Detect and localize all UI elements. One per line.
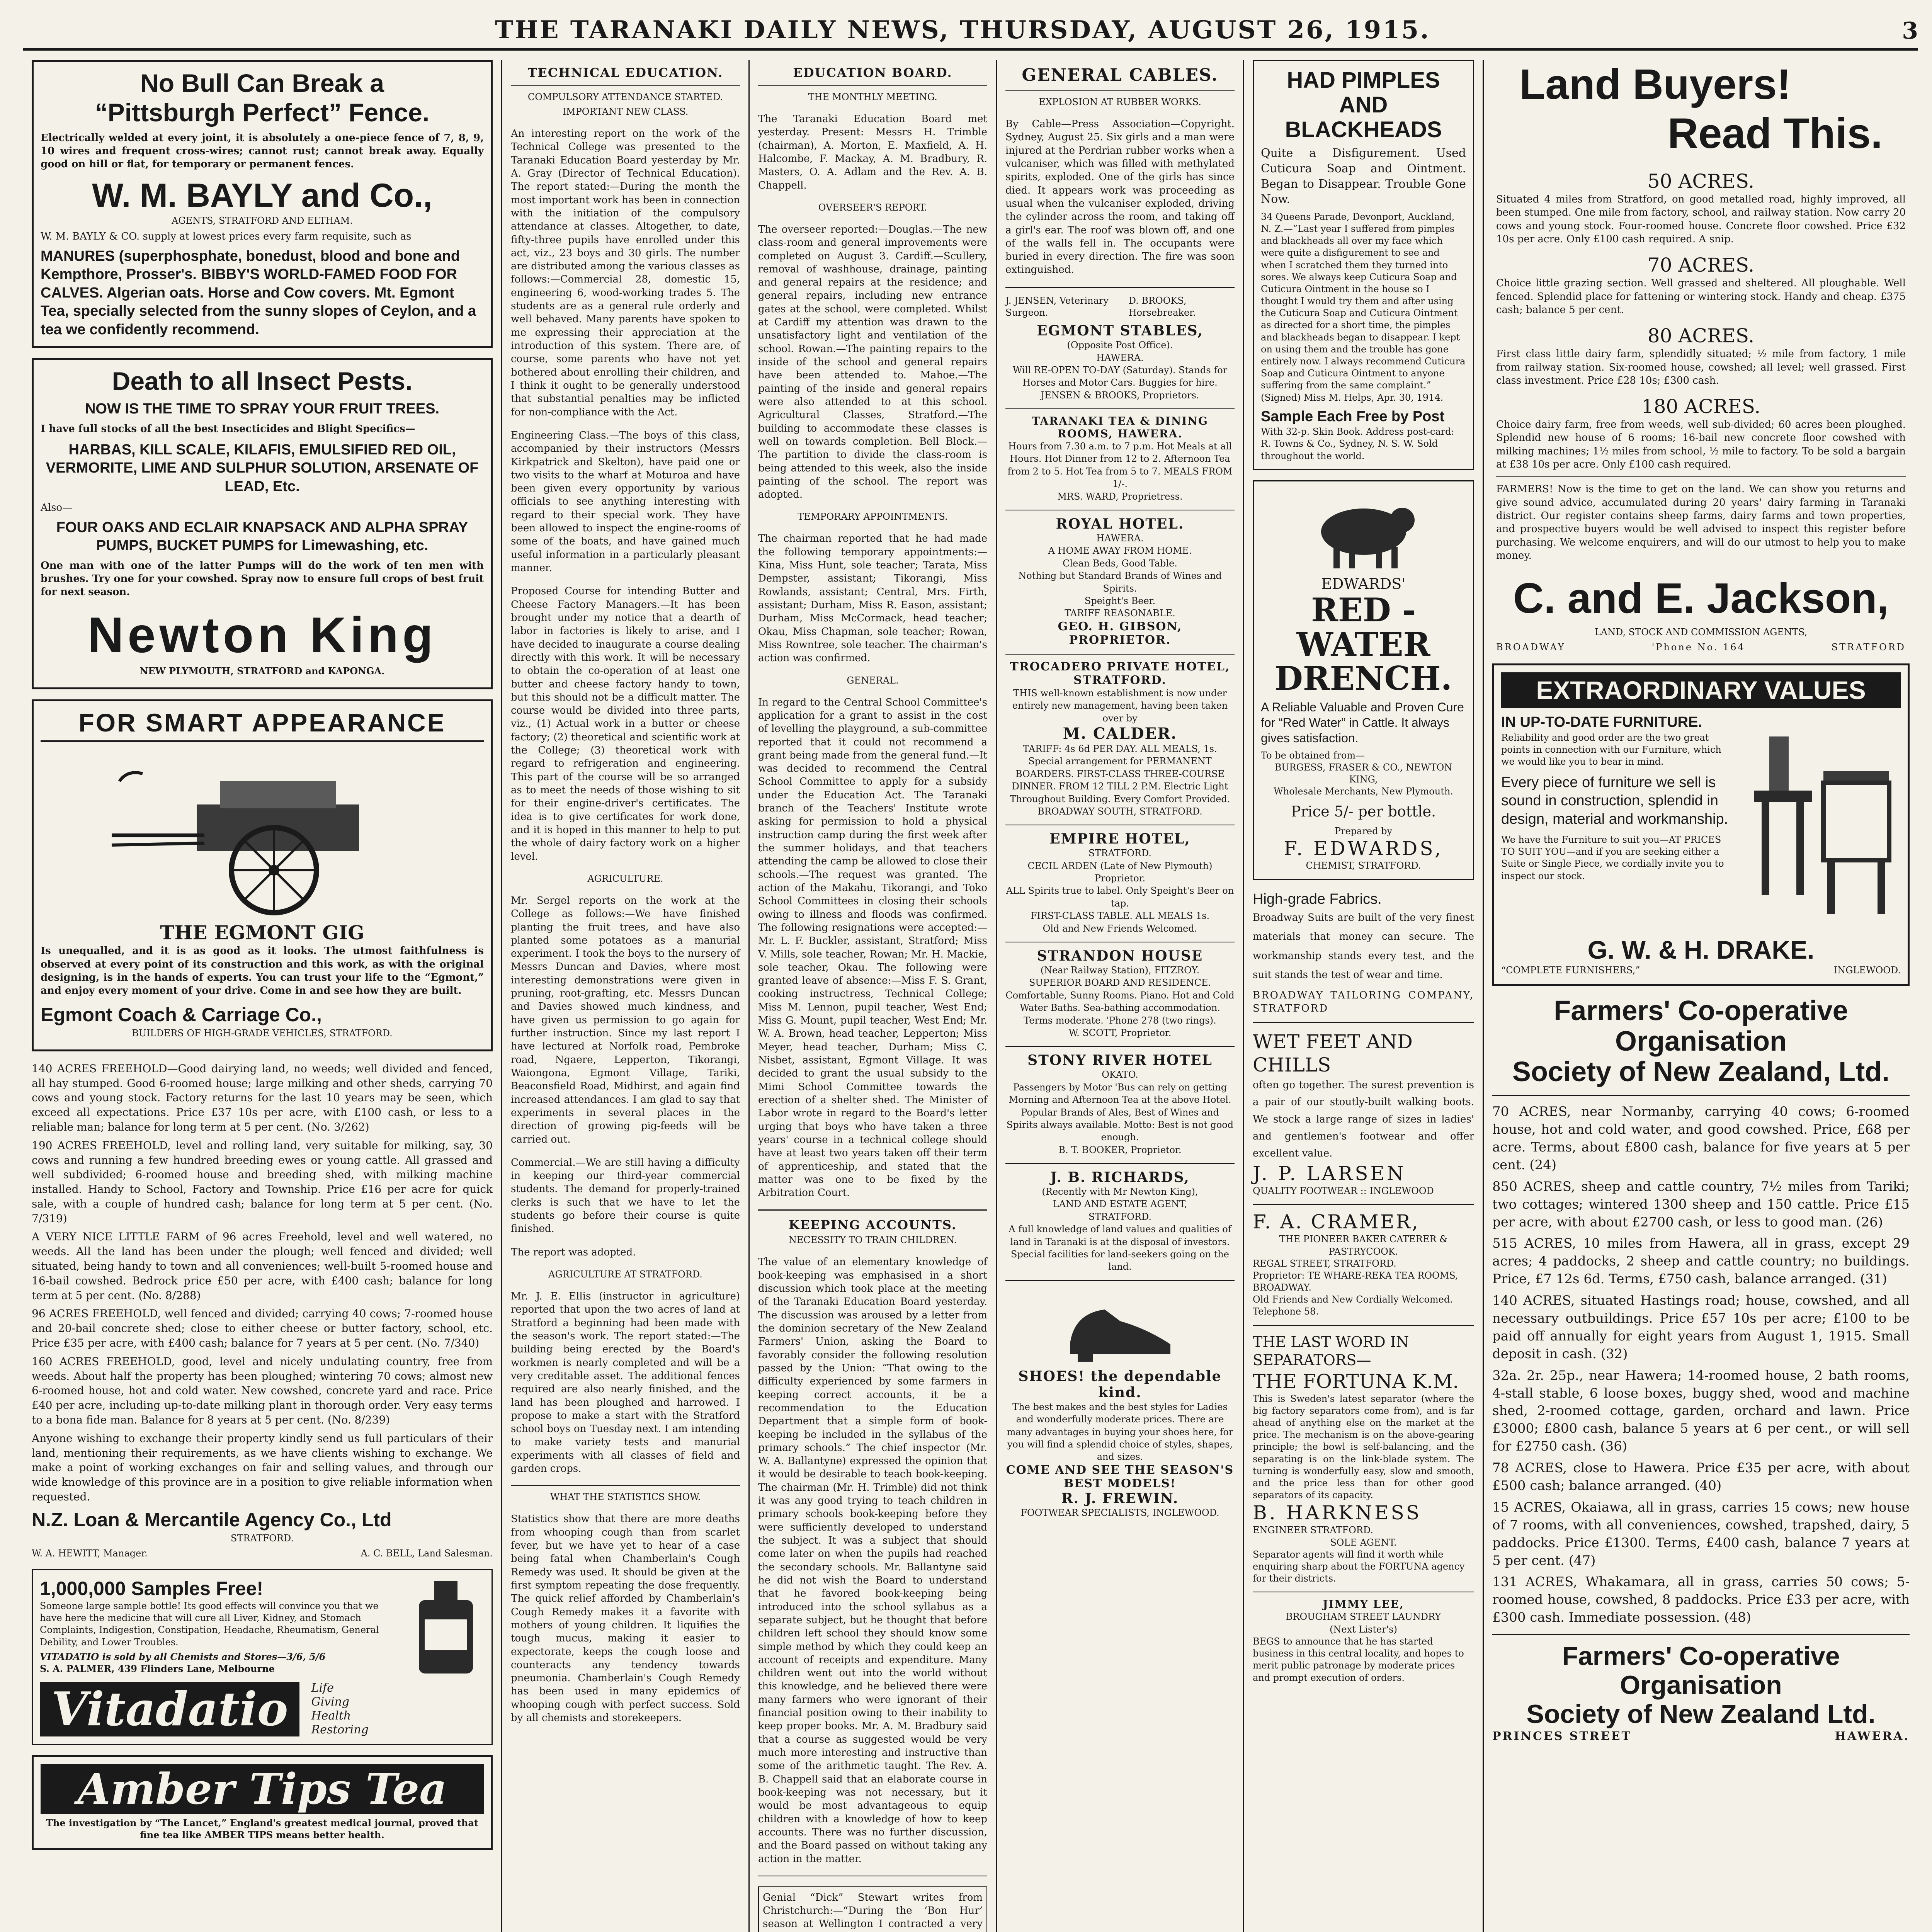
bayly-headline-1: No Bull Can Break a xyxy=(140,69,384,97)
loan-listing: A VERY NICE LITTLE FARM of 96 acres Freehold, level and well watered, no weeds. All the land has been under the plough; well fenced and divided; well situated, being handy to town and all conveniences; well-built 5-roomed house and 16-bail cowshed. Bedrock price £50 per acre, with £400 cash; balance for long term at 5 per cent. (No. 8/288) xyxy=(32,1230,493,1302)
jimmy-firm: JIMMY LEE, xyxy=(1323,1598,1404,1611)
empire-line: Old and New Friends Welcomed. xyxy=(1043,923,1197,934)
drench-agents-2: Wholesale Merchants, New Plymouth. xyxy=(1274,786,1453,797)
bayly-manures: MANURES (superphosphate, bonedust, blood and bone and Kempthore, Prosser's. BIBBY'S WORLD-FAMED FOOD FOR CALVES. Algerian oats. Horse and Cow covers. Mt. Egmont Tea, specially selected from the sunny slopes of Ceylon, and a tea we confidently recommend. xyxy=(41,248,476,338)
jackson-headline-1: Land Buyers! xyxy=(1519,61,1791,108)
richards-line: STRATFORD. xyxy=(1088,1211,1151,1222)
royal-name: ROYAL HOTEL. xyxy=(1056,516,1184,532)
board-paragraph: The overseer reported:—Douglas.—The new class-room and general improvements were completed on August 3. Cardiff.—Scullery, removal of washhouse, drainage, painting and general repairs at the residence; and general repairs, including new entrance gates at the school, were completed. Whilst at Cardiff my attention was drawn to the unsatisfactory light and ventilation of the school. Rowan.—The painting repairs to the inside of the school and general repairs have been attended to. Mahoe.—The painting of the inside and general repairs were also attended to at this school. Agricultural Classes, Stratford.—The building to accommodate these classes is well on towards completion. Bell Block.—The partition to divide the class-room is being attended to this week, also the inside painting of the school. The report was adopted. xyxy=(758,223,987,501)
jackson-address xyxy=(1496,641,1906,653)
royal-line: TARIFF REASONABLE. xyxy=(1065,608,1175,619)
board-overseer-heading: OVERSEER'S REPORT. xyxy=(818,202,927,213)
tea-name: TARANAKI TEA & DINING ROOMS, HAWERA. xyxy=(1032,415,1208,440)
jackson-headline-2: Read This. xyxy=(1667,110,1883,157)
fortuna-ad xyxy=(1253,1333,1474,1585)
brooks: D. BROOKS, Horsebreaker. xyxy=(1128,295,1196,318)
egmont-gig-name: THE EGMONT GIG xyxy=(160,921,364,944)
cuticura-ad xyxy=(1253,60,1474,470)
jackson-lot-text: First class little dairy farm, splendidly situated; ½ mile from factory, 1 mile from railway station. Six-roomed house, cowshed; all level; well grassed. First class investment. Price £28 10s; £300 cash. xyxy=(1496,348,1906,386)
stables-name: EGMONT STABLES, xyxy=(1037,323,1203,339)
cramer-line: Proprietor: TE WHARE-REKA TEA ROOMS, BROADWAY. xyxy=(1253,1270,1458,1293)
column-4 xyxy=(997,60,1244,1932)
richards-line: LAND AND ESTATE AGENT, xyxy=(1053,1199,1187,1210)
keeping-paragraph: The value of an elementary knowledge of book-keeping was emphasised in a short discussion which took place at the meeting of the Taranaki Education Board yesterday. The discussion was aroused by a letter from the dominion secretary of the New Zealand Farmers' Union, asking the Board to favorably consider the following resolution passed by the Union: “That owing to the difficulty experienced by some farmers in keeping correct accounts, it be a recommendation to the Education Department that a simple form of book-keeping be included in the syllabus of the primary schools.” The chief inspector (Mr. W. A. Ballantyne) expressed the opinion that it would be desirable to teach book-keeping. The chairman (Mr. H. Trimble) did not think it was any good trying to teach children in primary schools book-keeping before they were sufficiently developed to understand the subject. It was a subject that should come later on when the pupils had reached the secondary schools. Mr. Ballantyne said he did not wish the Board to understand that he favored book-keeping being introduced into the school syllabus as a separate subject, but he thought that before children left school they should know some simple method by which they could keep an account of receipts and expenditure. Many children went out into the world without this knowledge, and he believed there were many farmers who were ignorant of their financial position owing to their inability to keep proper books. Mr. A. M. Bradbury said that a course as suggested would be very much more interesting and instructive than some of the arithmetic taught. The Rev. A. B. Chappell said that an elaborate course in book-keeping was not necessary, but it would be most advantageous to equip children with a knowledge of how to keep accounts. There was no further discussion, and the Board passed on without taking any action in the matter. xyxy=(758,1256,987,1865)
jimmy-text: BEGS to announce that he has started business in this central locality, and hopes to merit public patronage by moderate prices and prompt execution of orders. xyxy=(1253,1636,1464,1683)
jensen-brooks xyxy=(1005,295,1235,319)
loan-agency-ad xyxy=(32,1061,493,1560)
royal-line: A HOME AWAY FROM HOME. xyxy=(1048,545,1192,556)
jackson-lot-acres: 50 ACRES. xyxy=(1647,170,1755,192)
egmont-builders: BUILDERS OF HIGH-GRADE VEHICLES, STRATFORD. xyxy=(132,1027,393,1039)
farmers-listing: 70 ACRES, near Normanby, carrying 40 cows; 6-roomed house, hot and cold water, and good cowshed. Price, £68 per acre. Terms, about £800 cash, balance for five years at 5 per cent. (24) xyxy=(1492,1104,1910,1173)
cramer-ad xyxy=(1253,1210,1474,1318)
royal-proprietor: GEO. H. GIBSON, PROPRIETOR. xyxy=(1058,619,1182,647)
stables-line: (Opposite Post Office). xyxy=(1067,340,1173,351)
vitadatio-tag: Restoring xyxy=(311,1723,369,1737)
drench-edwards: EDWARDS' xyxy=(1321,575,1406,592)
amber-tips-ad xyxy=(32,1755,493,1850)
drake-firm: G. W. & H. DRAKE. xyxy=(1587,935,1815,964)
stony-name: STONY RIVER HOTEL xyxy=(1027,1052,1213,1069)
egmont-gig-ad xyxy=(32,699,493,1051)
loan-manager: W. A. HEWITT, Manager. xyxy=(32,1548,148,1559)
farmers-footer-2: Society of New Zealand Ltd. xyxy=(1526,1699,1876,1729)
cramer-line: REGAL STREET, STRATFORD. xyxy=(1253,1258,1396,1269)
tech-paragraph: Commercial.—We are still having a difficulty in keeping our third-year commercial students. The demand for properly-trained clerks is such that we have to let the students go before their course is quite finished. xyxy=(511,1156,740,1235)
loan-listing: 190 ACRES FREEHOLD, level and rolling land, very suitable for milking, say, 30 cows and running a few hundred breeding ewes or young cattle. All grassed and well subdivided; 6-roomed house and breeding shed, with milking machine installed. Handy to School, Factory and Township. Price £16 per acre for quick sale, with a couple of hundred cash; balance for long term at 5 per cent. (No. 7/319) xyxy=(32,1139,493,1225)
jackson-lot-acres: 180 ACRES. xyxy=(1641,395,1761,418)
cuticura-free2: With 32-p. Skin Book. Address post-card: R. Towns & Co., Sydney, N. S. W. Sold throughout the world. xyxy=(1261,426,1454,461)
drench-firm: F. EDWARDS, xyxy=(1284,837,1443,860)
tea-line: Hours from 7.30 a.m. to 7 p.m. Hot Meals at all Hours. Hot Dinner from 12 to 2. Afternoon Tea from 2 to 5. Hot Tea from 5 to 7. MEALS FROM 1/-. xyxy=(1007,441,1233,490)
board-general-heading: GENERAL. xyxy=(847,675,899,686)
vitadatio-tag: Giving xyxy=(311,1695,350,1709)
vitadatio-price: VITADATIO is sold by all Chemists and Stores—3/6, 5/6 xyxy=(40,1651,326,1662)
royal-line: Nothing but Standard Brands of Wines and Spirits. xyxy=(1018,570,1222,594)
bayly-agents: AGENTS, STRATFORD AND ELTHAM. xyxy=(172,215,353,226)
richards-name: J. B. RICHARDS, xyxy=(1050,1169,1190,1186)
jackson-lot-text: Situated 4 miles from Stratford, on good metalled road, highly improved, all been stumped. One mile from factory, school, and railway station. Now carry 20 cows and young stock. Four-roomed house. Concrete floor cowshed. Price £32 10s per acre. Only £100 cash required. A snip. xyxy=(1496,194,1906,245)
fortuna-headline-2: THE FORTUNA K.M. xyxy=(1253,1370,1459,1393)
cables-paragraph: By Cable—Press Association—Copyright. Sydney, August 25. Six girls and a man were injured at the Perdrian rubber works when a vulcaniser, which was filled with methylated spirits, exploded. One of the girls has since died. It appears work was proceeding as usual when the vulcaniser exploded, driving the cylinder across the room, and taking off a girl's ear. The roof was blown off, and one of the walls fell in. The occupants were buried in every direction. The fire was soon extinguished. xyxy=(1005,118,1235,276)
fortuna-text: This is Sweden's latest separator (where the big factory separators come from), and is far ahead of anything else on the market at the price. The mechanism is on the above-gearing principle; the bowl is self-balancing, and the separating is on the link-blade system. The turning is wonderfully easy, slow and smooth, and the price less than for other good separators of its capacity. xyxy=(1253,1393,1474,1501)
bayly-headline-2: “Pittsburgh Perfect” Fence. xyxy=(95,98,430,127)
jackson-lot-text: Choice dairy farm, free from weeds, well sub-divided; 60 acres been ploughed. Splendid new house of 6 rooms; 16-bail new concrete floor cowshed with milking machines; 1½ miles from school, ½ mile to factory. To be sold a bargain at £38 10s per acre. Only £100 cash required. xyxy=(1496,419,1906,471)
fabrics-firm: BROADWAY TAILORING COMPANY, STRATFORD xyxy=(1253,989,1474,1014)
cramer-line: Telephone 58. xyxy=(1253,1306,1319,1317)
richards-card xyxy=(1005,1169,1235,1273)
keeping-sub: NECESSITY TO TRAIN CHILDREN. xyxy=(788,1235,957,1246)
fortuna-firm-3: SOLE AGENT. xyxy=(1330,1537,1397,1548)
newton-towns: NEW PLYMOUTH, STRATFORD and KAPONGA. xyxy=(139,665,385,677)
troc-line: BROADWAY SOUTH, STRATFORD. xyxy=(1037,806,1202,817)
cuticura-headline: HAD PIMPLES AND BLACKHEADS xyxy=(1285,68,1442,142)
loan-listing: 160 ACRES FREEHOLD, good, level and nicely undulating country, free from weeds. About half the property has been ploughed; wintering 70 cows; almost new 6-roomed house, hot and cold water. New cowshed, concrete yard and race. Price £40 per acre, including up-to-date milking plant in thorough order. Very easy terms to a bona fide man. Balance for 8 years at 5 per cent. (No. 8/239) xyxy=(32,1355,493,1427)
farmers-footer-1: Farmers' Co-operative Organisation xyxy=(1562,1641,1840,1700)
stables-line: HAWERA. xyxy=(1096,352,1144,363)
drench-prep: Prepared by xyxy=(1334,826,1393,837)
drench-headline-1: RED - WATER xyxy=(1296,591,1430,663)
cuticura-sub: Quite a Disfigurement. Used Cuticura Soap and Ointment. Began to Disappear. Trouble Gone Now. xyxy=(1261,146,1466,206)
strandon-card xyxy=(1005,948,1235,1039)
drake-tag: “COMPLETE FURNISHERS,” xyxy=(1501,965,1640,976)
fluenzol-paragraph: Genial “Dick” Stewart writes from Christchurch:—“During the ‘Bon Hur’ season at Wellington I contracted a very xyxy=(758,1886,987,1932)
farmers-listing: 32a. 2r. 25p., near Hawera; 14-roomed house, 2 bath rooms, 4-stall stable, 6 loose boxes, buggy shed, wood and machine shed, 2-roomed cottage, garden, orchard and lawn. Price £3000; £800 cash, balance 5 years at 6 per cent., or will sell for £2750 cash. (36) xyxy=(1492,1367,1910,1454)
tech-sub2: IMPORTANT NEW CLASS. xyxy=(562,106,689,117)
drake-headline: EXTRAORDINARY VALUES xyxy=(1501,672,1901,708)
farmers-listing: 78 ACRES, close to Hawera. Price £35 per acre, with about £500 cash; balance arranged. (40) xyxy=(1492,1460,1910,1493)
wetfeet-text: often go together. The surest prevention is a pair of our stoutly-built walking boots. We stock a large range of sizes in ladies' and gentlemen's footwear and offer excellent value. xyxy=(1253,1079,1474,1159)
stables-line: JENSEN & BROOKS, Proprietors. xyxy=(1041,389,1199,401)
drench-headline-2: DRENCH. xyxy=(1275,659,1452,697)
cuticura-free: Sample Each Free by Post xyxy=(1261,408,1445,425)
stats-heading: WHAT THE STATISTICS SHOW. xyxy=(550,1492,701,1503)
newton-king-ad xyxy=(32,358,493,689)
farmers-headline-1: Farmers' Co-operative Organisation xyxy=(1554,995,1848,1057)
tech-paragraph: Mr. J. E. Ellis (instructor in agriculture) reported that upon the two acres of land at Stratford a beginning had been made with the season's work. The report stated:—The building being erected by the Board's workmen is nearly completed and will be a very creditable asset. The additional fences required are also nearly finished, and the land has been ploughed and harrowed. I propose to make a start with the Stratford school boys on Tuesday next. I am intending to make variety tests and manurial experiments with all classes of field and garden crops. xyxy=(511,1291,740,1475)
column-6 xyxy=(1484,60,1918,1932)
stony-line: OKATO. xyxy=(1102,1069,1138,1080)
amber-brand: Amber Tips Tea xyxy=(41,1764,484,1814)
tea-line: MRS. WARD, Proprietress. xyxy=(1057,491,1183,502)
vitadatio-ad xyxy=(32,1569,493,1745)
bayly-firm: W. M. BAYLY and Co., xyxy=(92,177,432,214)
cramer-line: Old Friends and New Cordially Welcomed. xyxy=(1253,1294,1453,1305)
farmers-listing: 515 ACRES, 10 miles from Hawera, all in grass, except 29 acres; 4 paddocks, 2 sheep and cattle country; no buildings. Price, £7 12s 6d. Terms, £750 cash, balance arranged. (31) xyxy=(1492,1236,1910,1287)
loan-listing: 96 ACRES FREEHOLD, well fenced and divided; carrying 40 cows; 7-roomed house and 20-bail concrete shed; close to either cheese or butter factory, school, etc. Price £35 per acre, with £400 cash; balance for 7 years at 5 per cent. (No. 7/340) xyxy=(32,1307,493,1350)
tech-heading: TECHNICAL EDUCATION. xyxy=(527,65,723,80)
board-temp-heading: TEMPORARY APPOINTMENTS. xyxy=(798,511,948,522)
jackson-town: STRATFORD xyxy=(1831,642,1906,653)
fortuna-text-2: Separator agents will find it worth while enquiring sharp about the FORTUNA agency for their districts. xyxy=(1253,1549,1465,1584)
vitadatio-text: Someone large sample bottle! Its good effects will convince you that we have here the medicine that will cure all Liver, Kidney, and Stomach Complaints, Indigestion, Constipation, Headache, Rheumatism, General Debility, and Lower Troubles. xyxy=(40,1600,379,1648)
jimmy-lee-ad xyxy=(1253,1598,1474,1684)
drake-sub: IN UP-TO-DATE FURNITURE. xyxy=(1501,714,1702,731)
newton-also: Also— xyxy=(41,502,73,514)
vitadatio-tag: Life xyxy=(311,1681,334,1695)
bayly-intro: Electrically welded at every joint, it is absolutely a one-piece fence of 7, 8, 9, 10 wires and frequent cross-wires; cannot rust; cannot break away. Equally good on hill or flat, for temporary or permanent fences. xyxy=(41,132,484,170)
jackson-lot-text: Choice little grazing section. Well grassed and sheltered. All ploughable. Well fenced. Splendid place for fattening or wintering stock. Handy and cheap. £375 cash; balance 5 per cent. xyxy=(1496,277,1906,316)
frewin-line: The best makes and the best styles for Ladies and wonderfully moderate prices. There are many advantages in buying your shoes here, for you will find a splendid choice of styles, shapes, and sizes. xyxy=(1007,1401,1233,1463)
loan-note: Anyone wishing to exchange their property kindly send us full particulars of their land, mentioning their requirements, as we have clients wishing to exchange. We make a point of working exchanges on fair and selling values, and through our wide knowledge of this province are in a position to give reliable information when requested. xyxy=(32,1432,493,1503)
loan-staff xyxy=(32,1548,493,1560)
bottle-illustration xyxy=(407,1577,485,1677)
farmers-listing: 850 ACRES, sheep and cattle country, 7½ miles from Tariki; two cottages; wintered 1300 sheep and 150 cattle. Price £15 per acre, with about £2700 cash, or less to good man. (26) xyxy=(1492,1179,1910,1230)
empire-line: ALL Spirits true to label. Only Speight's Beer on tap. xyxy=(1006,885,1234,909)
frewin-cta: COME AND SEE THE SEASON'S BEST MODELS! xyxy=(1006,1463,1234,1490)
drake-text-2: Every piece of furniture we sell is sound in construction, splendid in design, material and workmanship. xyxy=(1501,774,1728,827)
tech-paragraph: Mr. Sergel reports on the work at the College as follows:—We have finished planting the fruit trees, and have also planted some potatoes as a manurial experiment. I took the boys to the nursery of Messrs Duncan and Davies, where most interesting demonstrations were given in pruning, root-grafting, etc. Messrs Duncan and Davies showed much kindness, and have given us permission to go again for further instruction. Since my last report I have lectured at Norfolk road, Pembroke road, Ngaere, Lepperton, Tikorangi, Waiongona, Egmont Village, Tariki, Beaconsfield Road, Midhirst, and again find increased attendances. I am glad to say that experiments in several places in the direction of growing pig-feeds will be carried out. xyxy=(511,895,740,1145)
board-sub: THE MONTHLY MEETING. xyxy=(808,92,937,102)
richards-line: A full knowledge of land values and qualities of land in Taranaki is at the disposal of investors. Special facilities for land-seekers going on the land. xyxy=(1009,1224,1231,1272)
cables-sub: EXPLOSION AT RUBBER WORKS. xyxy=(1039,97,1201,107)
cuticura-text: 34 Queens Parade, Devonport, Auckland, N. Z.—“Last year I suffered from pimples and blackheads all over my face which were quite a disfigurement to see and when I scratched them they turned into sores. We always keep Cuticura Soap and Cuticura Ointment in the house so I thought I would try them and after using the Cuticura Soap and Cuticura Ointment as directed for a short time, the pimples and blackheads began to disappear. I kept on using them and the trouble has gone entirely now. I always recommend Cuticura Soap and Cuticura Ointment to anyone suffering from the same complaint.” (Signed) Miss M. Helps, Apr. 30, 1914. xyxy=(1261,211,1466,403)
troc-line: TARIFF: 4s 6d PER DAY. ALL MEALS, 1s. Special arrangement for PERMANENT BOARDERS. FIRST-CLASS THREE-COURSE DINNER. FROM 12 TILL 2 P.M. Electric Light Throughout Building. Every Comfort Provided. xyxy=(1010,743,1230,804)
drake-town: INGLEWOOD. xyxy=(1833,965,1901,976)
jackson-lot-acres: 80 ACRES. xyxy=(1647,325,1755,347)
loan-salesman: A. C. BELL, Land Salesman. xyxy=(361,1548,493,1559)
tech-sub: COMPULSORY ATTENDANCE STARTED. xyxy=(527,92,723,102)
drench-tagline: A Reliable Valuable and Proven Cure for “Red Water” in Cattle. It always gives satisfaction. xyxy=(1261,700,1464,745)
jackson-lot-acres: 70 ACRES. xyxy=(1647,254,1755,277)
drench-obtain: To be obtained from— xyxy=(1261,750,1365,761)
empire-hotel-card xyxy=(1005,831,1235,935)
drake-text-3: We have the Furniture to suit you—AT PRICES TO SUIT YOU—and if you are seeking either a Suite or Single Piece, we cordially invite you to inspect our stock. xyxy=(1501,834,1724,881)
column-1 xyxy=(23,60,502,1932)
frewin-card xyxy=(1005,1286,1235,1519)
drake-text: Reliability and good order are the two great points in connection with our Furniture, which we would like you to bear in mind. xyxy=(1501,732,1721,767)
farmers-listing: 15 ACRES, Okaiawa, all in grass, carries 15 cows; new house of 7 rooms, with all conveniences, cowshed, trapshed, dairy, 5 paddocks. Price £1300. Terms, £400 cash, balance 7 years at 5 per cent. (47) xyxy=(1492,1499,1910,1568)
larsen-ad xyxy=(1253,1030,1474,1197)
jackson-street: BROADWAY xyxy=(1496,642,1566,653)
royal-hotel-card xyxy=(1005,516,1235,647)
farmers-listing: 131 ACRES, Whakamara, all in grass, carries 50 cows; 5-roomed house, cowshed, 8 paddocks. Price £33 per acre, with £300 cash. Immediate possession. (48) xyxy=(1492,1574,1910,1626)
loan-town: STRATFORD. xyxy=(231,1532,294,1544)
tech-paragraph: An interesting report on the work of the Technical College was presented to the Taranaki Education Board yesterday by Mr. A. Gray (Director of Technical Education). The report stated:—During the month the most important work has been in connection with the initiation of the compulsory attendance at classes. Altogether, to date, fifty-three pupils have enrolled under this act, viz., 23 boys and 30 girls. The number are distributed among the various classes as follows:—Commercial 28, domestic 15, engineering 6, wood-working trades 5. The students are as a general rule orderly and well behaved. Many parents have spoken to me expressing their appreciation at the introduction of this system. There are, of course, some parents who have not yet bothered about enrolling their children, and I think it ought to be generally understood that substantial penalties may be inflicted for non-compliance with the Act. xyxy=(511,128,740,418)
masthead xyxy=(23,15,1918,51)
larsen-firm-2: QUALITY FOOTWEAR :: INGLEWOOD xyxy=(1253,1185,1434,1197)
broadway-tailoring-ad xyxy=(1253,890,1474,1015)
page-number: 3 xyxy=(1902,17,1918,44)
drench-agents: BURGESS, FRASER & CO., NEWTON KING, xyxy=(1274,762,1452,785)
strandon-name: STRANDON HOUSE xyxy=(1037,948,1203,964)
newton-stocks: I have full stocks of all the best Insecticides and Blight Specifics— xyxy=(41,423,415,435)
drench-firm-2: CHEMIST, STRATFORD. xyxy=(1306,860,1421,871)
jackson-firm: C. and E. Jackson, xyxy=(1513,575,1889,622)
royal-line: Speight's Beer. xyxy=(1084,595,1156,606)
strandon-line: (Near Railway Station), FITZROY. xyxy=(1040,965,1200,976)
drake-footer xyxy=(1501,964,1901,976)
stats-paragraph: Statistics show that there are more deaths from whooping cough than from scarlet fever, but we have yet to hear of a case being fatal when Chamberlain's Cough Remedy was used. It should be given at the first symptom repeating the dose frequently. The quick relief afforded by Chamberlain's Cough Remedy makes it a favorite with mothers of young children. It liquifies the tough mucus, making it easier to expectorate, keeps the cough loose and counteracts any tendency towards pneumonia. Chamberlain's Cough Remedy has been used in many epidemics of whooping cough with perfect success. Sold by all chemists and storekeepers. xyxy=(511,1513,740,1724)
fortuna-firm-2: ENGINEER STRATFORD. xyxy=(1253,1525,1373,1536)
egmont-firm: Egmont Coach & Carriage Co., xyxy=(41,1003,322,1026)
stony-line: B. T. BOOKER, Proprietor. xyxy=(1058,1144,1182,1155)
empire-line: CECIL ARDEN (Late of New Plymouth) Proprietor. xyxy=(1027,860,1213,884)
tech-paragraph: Proposed Course for intending Butter and Cheese Factory Managers.—It has been brought under my notice that a dearth of labor in factories is likely to arise, and I have decided to inaugurate a course dealing directly with this work. It will be necessary to obtain the co-operation of at least one butter and cheese factory handy to town, but this should not be a difficult matter. The course would be divided into three parts, viz., (1) Actual work in a butter or cheese factory; (2) theoretical and scientific work at the College; (3) theoretical work with regard to refrigeration and engineering. This part of the course will be so arranged as to meet the needs of those wishing to sit for their engine-driver's certificates. The idea is to give certificates for work done, and it is hoped in this manner to help to put the whole of dairy factory work on a higher level. xyxy=(511,585,740,862)
bull-illustration xyxy=(1306,493,1422,570)
tech-agri-heading: AGRICULTURE. xyxy=(587,873,663,884)
troc-line: THIS well-known establishment is now under entirely new management, having been taken over by xyxy=(1012,687,1228,724)
column-5 xyxy=(1244,60,1484,1932)
farmers-street: PRINCES STREET xyxy=(1492,1729,1632,1743)
fabrics-text: Broadway Suits are built of the very finest materials that money can secure. The workmanship stands every test, and the suit stands the test of wear and time. xyxy=(1253,912,1474,981)
trocadero-card xyxy=(1005,660,1235,818)
vitadatio-tag: Health xyxy=(311,1709,351,1723)
bayly-supply: W. M. BAYLY & CO. supply at lowest prices every farm requisite, such as xyxy=(41,231,412,243)
tech-paragraph: The report was adopted. xyxy=(511,1246,636,1258)
strandon-line: SUPERIOR BOARD AND RESIDENCE. xyxy=(1029,977,1211,988)
jackson-phone: 'Phone No. 164 xyxy=(1651,642,1745,653)
drake-furniture-ad xyxy=(1492,663,1910,985)
loan-firm: N.Z. Loan & Mercantile Agency Co., Ltd xyxy=(32,1509,392,1531)
empire-line: STRATFORD. xyxy=(1088,848,1151,859)
egmont-stables-card xyxy=(1005,323,1235,401)
frewin-line: FOOTWEAR SPECIALISTS, INGLEWOOD. xyxy=(1020,1507,1219,1518)
drench-price: Price 5/- per bottle. xyxy=(1291,803,1436,820)
gig-illustration xyxy=(88,747,436,917)
cables-heading: GENERAL CABLES. xyxy=(1022,65,1218,85)
jensen: J. JENSEN, Veterinary Surgeon. xyxy=(1005,295,1109,318)
jimmy-line: BROUGHAM STREET LAUNDRY xyxy=(1286,1611,1441,1622)
newton-pumps: FOUR OAKS AND ECLAIR KNAPSACK AND ALPHA SPRAY PUMPS, BUCKET PUMPS for Limewashing, etc. xyxy=(56,519,468,554)
newton-note: One man with one of the latter Pumps will do the work of ten men with brushes. Try one for your cowshed. Spray now to ensure full crops of best fruit for next season. xyxy=(41,560,484,598)
newton-sub: NOW IS THE TIME TO SPRAY YOUR FRUIT TREES. xyxy=(85,401,440,417)
stables-line: Will RE-OPEN TO-DAY (Saturday). Stands for Horses and Motor Cars. Buggies for hire. xyxy=(1012,364,1228,388)
royal-line: HAWERA. xyxy=(1096,533,1144,544)
farmers-address xyxy=(1492,1729,1910,1744)
board-heading: EDUCATION BOARD. xyxy=(793,65,952,80)
cramer-line: THE PIONEER BAKER CATERER & PASTRYCOOK. xyxy=(1279,1234,1448,1257)
furniture-illustration xyxy=(1738,713,1901,930)
egmont-text: Is unequalled, and it is as good as it looks. The utmost faithfulness is observed at every point of its construction and this work, as with the original designing, is in the hands of experts. You can trust your life to the “Egmont,” and enjoy every moment of your drive. Come in and see how they are built. xyxy=(41,945,484,997)
board-paragraph: The chairman reported that he had made the following temporary appointments:—Kina, Miss Hunt, sole teacher; Tarata, Miss Dempster, assistant; Tikorangi, Miss Rowlands, assistant; Central, Mrs. Firth, assistant; Durham, Miss R. Eason, assistant; Durham, Miss McCormack, head teacher; Okau, Miss Chapman, sole teacher; Rowan, Miss Rowntree, sole teacher. The chairman's action was confirmed. xyxy=(758,533,987,664)
column-2 xyxy=(502,60,750,1932)
tea-rooms-card xyxy=(1005,415,1235,503)
fortuna-headline: THE LAST WORD IN SEPARATORS— xyxy=(1253,1333,1409,1369)
troc-name: TROCADERO PRIVATE HOTEL, STRATFORD. xyxy=(1010,660,1230,687)
strandon-line: W. SCOTT, Proprietor. xyxy=(1068,1027,1172,1038)
stony-river-card xyxy=(1005,1052,1235,1156)
fabrics-headline: High-grade Fabrics. xyxy=(1253,891,1382,907)
royal-line: Clean Beds, Good Table. xyxy=(1063,558,1177,569)
vitadatio-tags xyxy=(311,1681,368,1737)
shoe-illustration xyxy=(1062,1286,1178,1364)
empire-line: FIRST-CLASS TABLE. ALL MEALS 1s. xyxy=(1030,910,1210,922)
board-paragraph: In regard to the Central School Committee's application for a grant to assist in the cost of levelling the playground, a sub-committee reported that it could not recommend a grant being made from the general fund.—It was decided to recommend the Central School Committee to apply for a subsidy under the Education Act. The Taranaki branch of the Teachers' Institute wrote asking for permission to hold a physical instruction camp during the first week after the summer holidays, and that teachers attending the camp be allowed to close their schools.—The request was granted. The action of the Makahu, Tikorangi, and Toko School Committees in closing their schools owing to illness and floods was confirmed. The following resignations were accepted:—Mr. L. F. Buckler, assistant, Stratford; Miss V. Mills, sole teacher, Rowan; Mr. H. Mackie, sole teacher, Okau. The following were granted leave of absence:—Miss F. S. Grant, cooking instructress, Technical College; Miss M. Lennon, pupil teacher, West End; Miss G. Mount, pupil teacher, West End; Mr. W. A. Brown, head teacher, Lepperton; Miss Meyer, head teacher, Durham; Miss C. Nisbet, assistant, Egmont Village. It was decided to grant the usual subsidy to the Mimi School Committee towards the erection of a shelter shed. The Minister of Labor wrote in regard to the Board's letter urging that boys who have taken a three years' course in a technical college should have at least two years taken off their term of apprenticeship, and stated that the matter was one to be fixed by the Arbitration Court. xyxy=(758,696,987,1199)
newton-firm: Newton King xyxy=(87,606,437,663)
frewin-headline: SHOES! the dependable kind. xyxy=(1018,1368,1222,1401)
jimmy-line: (Next Lister's) xyxy=(1330,1624,1397,1635)
tech-agri2-heading: AGRICULTURE AT STRATFORD. xyxy=(548,1269,702,1280)
farmers-headline-2: Society of New Zealand, Ltd. xyxy=(1512,1056,1890,1087)
red-water-drench-ad xyxy=(1253,480,1474,880)
farmers-town: HAWERA. xyxy=(1835,1729,1910,1743)
jackson-ad xyxy=(1492,60,1910,653)
vitadatio-headline: 1,000,000 Samples Free! xyxy=(40,1578,264,1600)
board-paragraph: The Taranaki Education Board met yesterday. Present: Messrs H. Trimble (chairman), A. Morton, E. Maxfield, A. H. Halcombe, F. Mackay, A. M. Bradbury, R. Masters, O. A. Adlam and the Rev. A. B. Chappell. xyxy=(758,113,987,191)
troc-proprietor: M. CALDER. xyxy=(1063,724,1177,743)
farmers-listing: 140 ACRES, situated Hastings road; house, cowshed, and all necessary outbuildings. Price £57 10s per acre; £100 to be paid off annually for eight years from August 1, 1915. Small deposit in cash. (32) xyxy=(1492,1293,1910,1362)
farmers-coop-ad xyxy=(1492,996,1910,1744)
vitadatio-brand: Vitadatio xyxy=(40,1682,299,1736)
richards-line: (Recently with Mr Newton King), xyxy=(1042,1186,1198,1197)
strandon-line: Comfortable, Sunny Rooms. Piano. Hot and Cold Water Baths. Sea-bathing accommodation. Terms moderate. 'Phone 278 (two rings). xyxy=(1005,990,1235,1026)
fortuna-firm: B. HARKNESS xyxy=(1253,1502,1422,1524)
column-3 xyxy=(750,60,997,1932)
egmont-headline: FOR SMART APPEARANCE xyxy=(41,708,484,742)
newton-headline: Death to all Insect Pests. xyxy=(112,367,413,396)
jackson-note: FARMERS! Now is the time to get on the land. We can show you returns and give sound advice, accumulated during 20 years' dairy farming in Taranaki district. Our register contains sheep farms, dairy farms and town properties, and prospective buyers would be well advised to inspect this register before purchasing. We welcome enquirers, and will do our utmost to help you to make money. xyxy=(1496,483,1906,561)
amber-text: The investigation by “The Lancet,” England's greatest medical journal, proved that fine tea like AMBER TIPS means better health. xyxy=(46,1817,478,1841)
newton-items: HARBAS, KILL SCALE, KILAFIS, EMULSIFIED RED OIL, VERMORITE, LIME AND SULPHUR SOLUTION, ARSENATE OF LEAD, Etc. xyxy=(46,441,479,495)
frewin-firm: R. J. FREWIN. xyxy=(1061,1490,1179,1507)
tech-paragraph: Engineering Class.—The boys of this class, accompanied by their instructors (Messrs Kirkpatrick and Skelton), have paid one or two visits to the wharf at Moturoa and have been given every opportunity by various officials to see anything interesting with regard to their special work. They have been allowed to inspect the engine-rooms of some of the boats, and have gained much useful information in a particularly pleasant manner. xyxy=(511,429,740,574)
loan-listing: 140 ACRES FREEHOLD—Good dairying land, no weeds; well divided and fenced, all hay stumped. Good 6-roomed house; large milking and other sheds, carrying 70 cows and young stock. Factory returns for the last 10 years may be seen, which exceed all expectations. Price £37 10s per acre, with £100 cash, or less to a reliable man; balance for long term at 5 per cent. (No. 3/262) xyxy=(32,1062,493,1133)
masthead-title: THE TARANAKI DAILY NEWS, THURSDAY, AUGUST 26, 1915. xyxy=(495,15,1430,44)
empire-name: EMPIRE HOTEL, xyxy=(1049,831,1190,847)
jackson-agents: LAND, STOCK AND COMMISSION AGENTS, xyxy=(1594,627,1808,638)
vitadatio-address: S. A. PALMER, 439 Flinders Lane, Melbourne xyxy=(40,1663,275,1674)
keeping-heading: KEEPING ACCOUNTS. xyxy=(788,1218,957,1233)
stony-line: Passengers by Motor 'Bus can rely on getting Morning and Afternoon Tea at the above Hotel. Popular Brands of Ales, Best of Wines and Spirits always available. Motto: Best is not good enough. xyxy=(1006,1082,1234,1143)
bayly-ad xyxy=(32,60,493,348)
cramer-firm: F. A. CRAMER, xyxy=(1253,1211,1420,1233)
larsen-firm: J. P. LARSEN xyxy=(1253,1162,1406,1185)
wetfeet-headline: WET FEET AND CHILLS xyxy=(1253,1031,1413,1077)
